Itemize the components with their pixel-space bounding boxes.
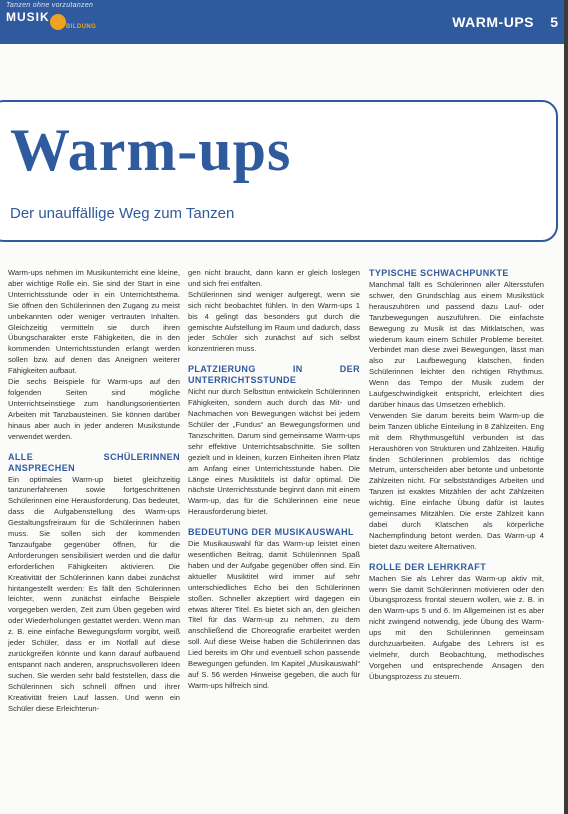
paragraph: Machen Sie als Lehrer das Warm-up aktiv mit, wenn Sie damit Schülerinnen motivieren oder den Übungsprozess frontal steuern wollen, wie z. B. in den Warm-ups 5 und 6. Im Allgemeinen ist es aber nicht zwingend notwendig, jede Übung des Warm-ups mit den Schülerinnen gemeinsam durchzuarbeiten. Aufgabe des Lehrers ist es vielmehr, durch Beobachtung, methodisches Vorgehen und entsprechende Ansagen den Übungsprozess zu steuern. xyxy=(369,573,544,681)
text-column-2 xyxy=(188,268,360,692)
paragraph: Warm-ups nehmen im Musikunterricht eine kleine, aber wichtige Rolle ein. Sie sind der Start in eine Unterrichtsstunde oder in ein Unterrichtsthema. Sie öffnen den Schülerinnen den Zugang zu meist unbekannten oder weniger vertrauten Inhalten. Gleichzeitig vermitteln sie durch ihren Übungscharakter erste Fähigkeiten, die in den kommenden Unterrichtsstunden erlangt werden sollen bzw. auf denen das Aneignen weiterer Fähigkeiten aufbaut. xyxy=(8,268,180,376)
paragraph: Schülerinnen sind weniger aufgeregt, wenn sie sich nicht beobachtet fühlen. In den Warm-ups 1 bis 4 gelingt das besonders gut durch die gemischte Aufstellung im Raum und dadurch, dass jeder Schüler sich zunächst auf sich selbst konzentrieren muss. xyxy=(188,289,360,354)
article-title: Warm-ups xyxy=(10,117,292,183)
paragraph: Manchmal fällt es Schülerinnen aller Altersstufen schwer, den Grundschlag aus einem Musikstück herauszuhören und passend dazu Lauf- oder Tanzbewegungen auszuführen. Die einfachste Bewegung zu Musik ist das Mitklatschen, was wiederum kaum einem Schüler Probleme bereitet. Verbindet man diese zwei Bewegungen, lässt man also zur Laufbewegung klatschen, finden Schülerinnen leichter den richtigen Rhythmus. Wenn das Tempo der Musik zudem der Laufgeschwindigkeit entspricht, erleichtert dies darüber hinaus das Umsetzen erheblich. xyxy=(369,280,544,409)
text-column-3 xyxy=(369,268,544,683)
paragraph: gen nicht braucht, dann kann er gleich loslegen und sich frei entfalten. xyxy=(188,268,360,288)
paragraph: Die sechs Beispiele für Warm-ups auf den folgenden Seiten sind mögliche Unterrichtseinstiege zum handlungsorientierten Arbeiten mit Tanzbausteinen. Sie können darüber hinaus aber auch in jeder anderen Musikstunde verwendet werden. xyxy=(8,377,180,441)
section-heading: TYPISCHE SCHWACHPUNKTE xyxy=(369,268,509,278)
article-subtitle: Der unauffällige Weg zum Tanzen xyxy=(10,205,235,222)
page-edge xyxy=(564,0,568,814)
logo-wordmark: MUSIK xyxy=(6,10,50,24)
section-heading: PLATZIERUNG IN DER UNTERRICHTSSTUNDE xyxy=(188,364,360,386)
section-heading: ALLE SCHÜLERINNEN ANSPRECHEN xyxy=(8,451,180,473)
publisher-logo xyxy=(6,2,97,30)
section-title: WARM-UPS xyxy=(452,14,534,30)
section-heading: BEDEUTUNG DER MUSIKAUSWAHL xyxy=(188,527,354,538)
page-number: 5 xyxy=(550,14,558,30)
paragraph: Verwenden Sie darum bereits beim Warm-up die beim Tanzen übliche Einteilung in 8 Zählzeiten. Eng mit dem Rhythmusgefühl verbunden ist das Heraushören von Strukturen und Zählzeiten. Häufig finden Schülerinnen problemlos das richtige Metrum, unterscheiden aber betonte und unbetonte Zählzeiten nicht. Für selbstständiges Arbeiten und Tanzen ist exaktes Mitzählen der acht Zählzeiten wichtig. Eine einfache Übung dafür ist lautes gemeinsames Mitzählen. Die erste Zählzeit kann dabei durch Klatschen als körperliche Nachempfindung betont werden. Das Warm-up 4 bietet dazu weitere Alternativen. xyxy=(369,410,544,551)
logo-ampersand-icon xyxy=(50,14,66,30)
paragraph: Ein optimales Warm-up bietet gleichzeitig tanzunerfahrenen sowie fortgeschrittenen Schülerinnen eine Herausforderung. Das bedeutet, dass die Aufgabenstellung des Warm-ups Gestaltungsfreiraum für die Schülerinnen haben muss. Sie sollen sich der kommenden Tanzaufgabe gegenüber öffnen, für die Anforderungen sensibilisiert werden und die dafür erforderlichen Fähigkeiten aktivieren. Die Kreativität der Schülerinnen kann dabei zunächst hintangestellt werden: Es fällt den Schülerinnen leichter, wenn zunächst einfache Beispiele vorgegeben werden, Zeit zum Üben gegeben wird oder Wiederholungen gestattet werden. Wenn man z. B. eine einfache Bewegungsform vorgibt, weiß jeder Schüler, dass er im Notfall auf diese zurückgreifen könnte und kann darauf aufbauend entspannt nach anderen, anspruchsvolleren Ideen suchen. Sie werden sehr bald feststellen, dass die Schülerinnen sich schnell öffnen und ihrer Kreativität freien Lauf lassen. Und wenn ein Schüler diese Erleichterun- xyxy=(8,474,180,713)
header-bar xyxy=(0,0,568,44)
logo-subtitle: BILDUNG xyxy=(66,24,97,30)
paragraph: Nicht nur durch Selbsttun entwickeln Schülerinnen Fähigkeiten, sondern auch durch das Mit- und Nachmachen von Bewegungen wächst bei jedem Schüler der „Fundus“ an Bewegungsformen und Tanzschritten. Darum sind gemeinsame Warm-ups sehr effektive Unterrichtsabschnitte. Sie sollten gezielt und in kleinen, kurzen Einheiten ihren Platz am Anfang einer Unterrichtsstunde haben. Die Länge eines Musiktitels ist dafür optimal. Die nächste Unterrichtsstunde beginnt dann mit einem Warm-up, das für die Schülerinnen eine neue Herausforderung bietet. xyxy=(188,387,360,517)
text-column-1 xyxy=(8,268,180,714)
paragraph: Die Musikauswahl für das Warm-up leistet einen wesentlichen Beitrag, damit Schülerinnen Spaß haben und der Aufgabe gegenüber offen sind. Ein aktueller Musiktitel wird immer auf sehr unterschiedliches Echo bei den Schülerinnen stoßen. Schneller akzeptiert wird dagegen ein etwas älterer Titel. Es bietet sich an, den gleichen Titel für das Warm-up zu nehmen, zu dem anschließend die Choreografie erarbeitet werden soll. Auf diese Weise haben die Schülerinnen das Lied bereits im Ohr und eventuell schon passende Bewegungen gefunden. Im Kapitel „Musikauswahl“ auf S. 56 werden Hinweise gegeben, die auch für Warm-ups hilfreich sind. xyxy=(188,539,360,690)
section-heading: ROLLE DER LEHRKRAFT xyxy=(369,561,487,572)
logo-tagline: Tanzen ohne vorzutanzen xyxy=(6,2,94,9)
